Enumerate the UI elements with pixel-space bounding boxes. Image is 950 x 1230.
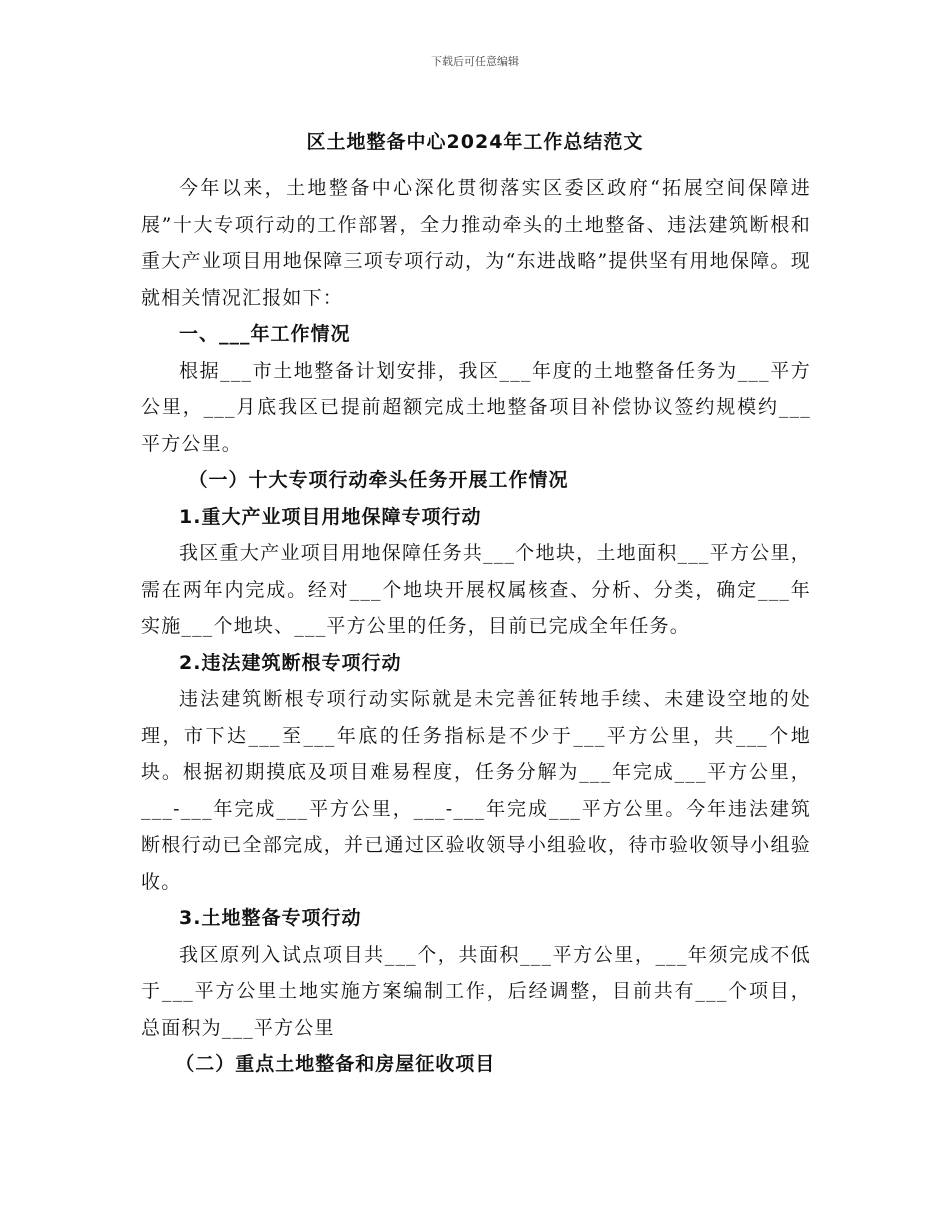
paragraph-item-2: 违法建筑断根专项行动实际就是未完善征转地手续、未建设空地的处理，市下达___至___年底的任务指标是不少于___平方公里，共___个地块。根据初期摸底及项目难易程度，任务分解为___年完成___平方公里，___-___年完成___平方公里，___-___年完成___平方公里。今年违法建筑断根行动已全部完成，并已通过区验收领导小组验收，待市验收领导小组验收。 bbox=[141, 688, 811, 893]
document-body bbox=[141, 170, 811, 1083]
item-heading-3: 3.土地整备专项行动 bbox=[179, 907, 362, 929]
intro-paragraph: 今年以来，土地整备中心深化贯彻落实区委区政府“拓展空间保障进展”十大专项行动的工作部署，全力推动牵头的土地整备、违法建筑断根和重大产业项目用地保障三项专项行动，为“东进战略”提供坚有用地保障。现就相关情况汇报如下： bbox=[141, 177, 811, 309]
header-note: 下载后可任意编辑 bbox=[431, 55, 519, 68]
subsection-heading-2: （二）重点土地整备和房屋征收项目 bbox=[175, 1053, 496, 1075]
section-heading-1: 一、___年工作情况 bbox=[179, 323, 351, 345]
subsection-heading-1: （一）十大专项行动牵头任务开展工作情况 bbox=[188, 469, 569, 491]
paragraph-overview: 根据___市土地整备计划安排，我区___年度的土地整备任务为___平方公里，___月底我区已提前超额完成土地整备项目补偿协议签约规模约___平方公里。 bbox=[141, 359, 811, 455]
document-title: 区土地整备中心2024年工作总结范文 bbox=[306, 131, 644, 153]
paragraph-item-1: 我区重大产业项目用地保障任务共___个地块，土地面积___平方公里，需在两年内完成。经对___个地块开展权属核查、分析、分类，确定___年实施___个地块、___平方公里的任务，目前已完成全年任务。 bbox=[141, 542, 811, 637]
item-heading-1: 1.重大产业项目用地保障专项行动 bbox=[179, 505, 482, 528]
item-heading-2: 2.违法建筑断根专项行动 bbox=[179, 651, 402, 674]
paragraph-item-3: 我区原列入试点项目共___个，共面积___平方公里，___年须完成不低于___平方公里土地实施方案编制工作，后经调整，目前共有___个项目，总面积为___平方公里 bbox=[141, 943, 811, 1039]
